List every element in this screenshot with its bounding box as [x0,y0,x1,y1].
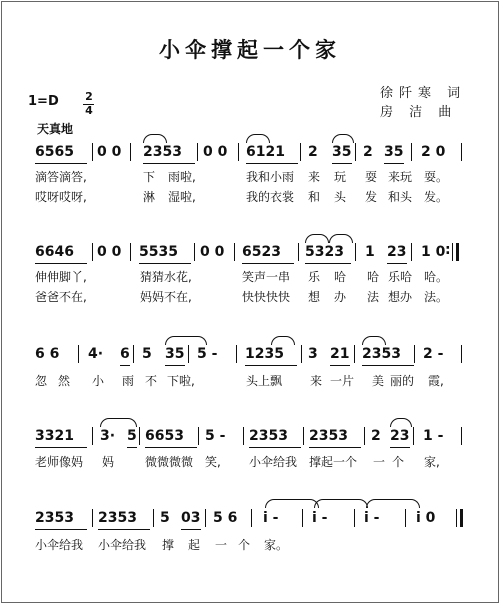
notes: 5 - [205,428,226,444]
notes: 6 6 [35,346,60,362]
notes: 35 [165,346,185,362]
barline [198,427,199,445]
notes: 1 [365,244,375,260]
barline [355,243,356,261]
notes: 23 [390,428,410,444]
barline [139,427,140,445]
notes: 2 [371,428,381,444]
barline [300,143,301,161]
beam [120,365,130,366]
notes: 0 0 [97,144,122,160]
music-line-5 [0,508,500,528]
notes: 5 [127,428,137,444]
composer-credit: 房 洁 曲 [380,105,458,120]
barline [251,509,252,527]
barline [298,243,299,261]
slur [100,418,137,427]
repeat-barline-thick [456,243,459,261]
barline [302,509,303,527]
beam [330,365,350,366]
notes: 5 - [197,346,218,362]
beam [309,447,361,448]
barline [461,143,462,161]
notes: 5 6 [213,510,238,526]
barline [354,509,355,527]
slur [332,134,354,143]
barline [303,427,304,445]
slur [305,234,329,243]
barline [461,427,462,445]
barline [301,345,302,363]
notes: 0 0 [97,244,122,260]
beam [249,447,301,448]
barline [238,143,239,161]
music-line-3 [0,344,500,364]
notes: 1235 [245,346,284,362]
beam [387,263,407,264]
beam [384,163,404,164]
notes: 2 - [423,346,444,362]
barline [92,427,93,445]
barline [355,143,356,161]
notes: 2 [308,144,318,160]
song-title: 小伞撑起一个家 [159,37,341,62]
notes: 6646 [35,244,74,260]
beam [242,263,294,264]
slur [143,134,167,143]
beam [362,365,414,366]
beam [165,365,185,366]
beam [332,163,352,164]
notes: i - [312,510,328,526]
barline [194,243,195,261]
notes: i 0 [416,510,436,526]
barline [92,243,93,261]
barline [92,143,93,161]
notes: i - [263,510,279,526]
slur [329,234,353,243]
barline [130,143,131,161]
slur [271,336,295,345]
notes: 2 0 [421,144,446,160]
notes: 0 0 [200,244,225,260]
barline [354,345,355,363]
beam [35,263,87,264]
barline [405,509,406,527]
tie [314,499,368,508]
beam [127,447,137,448]
notes: 2 [363,144,373,160]
music-line-4 [0,426,500,446]
barline [188,345,189,363]
beam [181,529,201,530]
barline [413,427,414,445]
notes: 2353 [98,510,137,526]
tie [366,499,420,508]
notes: 4· [88,346,104,362]
slur [362,336,386,345]
notes: 6523 [242,244,281,260]
beam [143,163,195,164]
beam [390,447,410,448]
barline [197,143,198,161]
notes: 35 [384,144,404,160]
final-barline-thick [460,509,463,527]
barline [133,345,134,363]
slur [165,336,207,345]
notes: i - [364,510,380,526]
notes: 6121 [246,144,285,160]
notes: 2353 [249,428,288,444]
beam [35,447,87,448]
notes: 2353 [309,428,348,444]
barline [243,427,244,445]
beam [305,263,351,264]
barline [411,143,412,161]
tempo-marking: 天真地 [37,122,74,136]
time-signature-top: 2 [85,90,93,103]
notes: 3· [100,428,116,444]
time-signature-bottom: 4 [85,104,93,117]
barline [414,345,415,363]
final-barline [456,509,457,527]
music-line-2 [0,242,500,262]
notes: 1 0 [421,244,446,260]
notes: 2353 [143,144,182,160]
beam [139,263,191,264]
notes: 21 [330,346,350,362]
slur [390,418,412,427]
barline [92,509,93,527]
notes: 35 [332,144,352,160]
notes: 6 [120,346,130,362]
notes: 5323 [305,244,344,260]
lyricist-credit: 徐阡寒 词 [380,86,467,101]
barline [364,427,365,445]
tie [265,499,319,508]
barline [205,509,206,527]
beam [35,163,87,164]
barline [153,509,154,527]
notes: 5 [160,510,170,526]
music-line-1 [0,142,500,162]
repeat-barline [452,243,453,261]
beam [98,529,150,530]
notes: 6653 [145,428,184,444]
slur [246,134,270,143]
key-signature: 1=D [28,94,59,109]
beam [145,447,197,448]
barline [461,345,462,363]
notes: 3 [308,346,318,362]
barline [130,243,131,261]
beam [35,529,87,530]
barline [234,243,235,261]
notes: 5 [142,346,152,362]
notes: 6565 [35,144,74,160]
notes: 03 [181,510,201,526]
notes: 2353 [362,346,401,362]
repeat-dots: : [445,242,451,258]
barline [78,345,79,363]
notes: 3321 [35,428,74,444]
barline [411,243,412,261]
beam [246,163,298,164]
notes: 0 0 [203,144,228,160]
notes: 5535 [139,244,178,260]
notes: 23 [387,244,407,260]
barline [236,345,237,363]
notes: 1 - [423,428,444,444]
beam [245,365,297,366]
notes: 2353 [35,510,74,526]
